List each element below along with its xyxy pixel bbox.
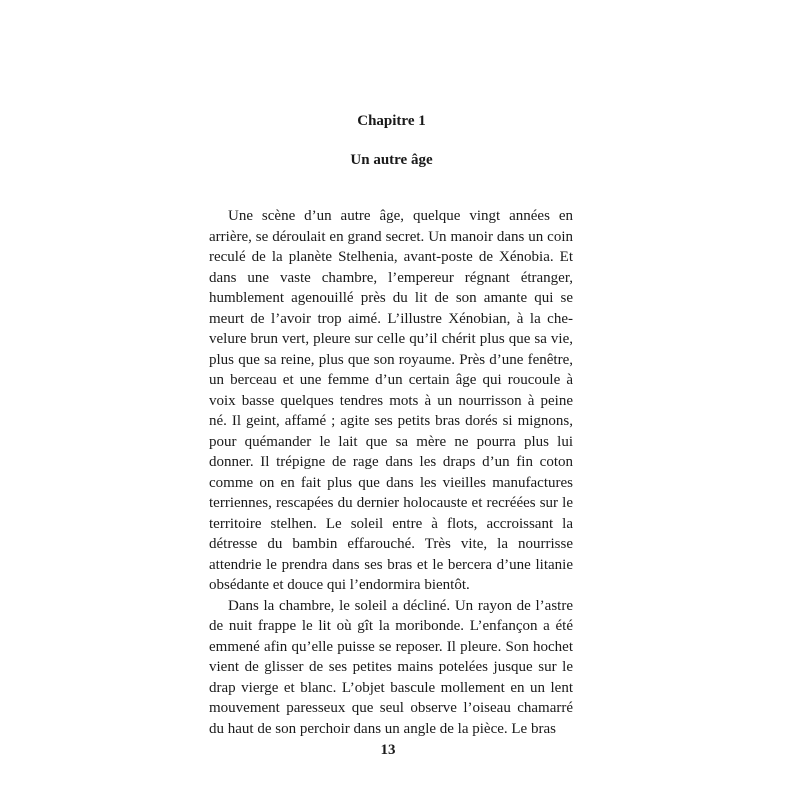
body-text — [209, 206, 573, 739]
paragraph-1: Une scène d’un autre âge, quelque vingt années en arrière, se déroulait en grand secret. Un manoir dans un coin reculé de la planète Stelhenia, avant-poste de Xénobia. Et dans une vaste chambre, l’empereur régnant étranger, humblement agenouillé près du lit de son amante qui se meurt de l’avoir trop aimé. L’illustre Xénobian, à la chevelure brun vert, pleure sur celle qu’il chérit plus que sa vie, plus que sa reine, plus que son royaume. Près d’une fenêtre, un berceau et une femme d’un certain âge qui roucoule à voix basse quelques tendres mots à un nourrisson à peine né. Il geint, affamé ; agite ses petits bras dorés si mignons, pour quémander le lait que sa mère ne pourra plus lui donner. Il trépigne de rage dans les draps d’un fin coton comme on en fait plus que dans les vieilles manufactures terriennes, rescapées du dernier holocauste et recréées sur le territoire stelhen. Le soleil entre à flots, accroissant la détresse du bambin effarouché. Très vite, la nourrisse attendrie le prendra dans ses bras et le bercera d’une litanie obsédante et douce qui l’endormira bientôt. — [209, 208, 573, 593]
paragraph-2: Dans la chambre, le soleil a décliné. Un rayon de l’astre de nuit frappe le lit où gît la moribonde. L’enfançon a été emmené afin qu’elle puisse se reposer. Il pleure. Son hochet vient de glisser de ses petites mains potelées jusque sur le drap vierge et blanc. L’objet bascule mollement en un lent mouvement paresseux que seul observe l’oiseau chamarré du haut de son perchoir dans un angle de la pièce. Le bras — [209, 597, 573, 737]
chapter-title: Chapitre 1 — [357, 113, 426, 129]
page-number: 13 — [380, 742, 396, 758]
chapter-subtitle: Un autre âge — [350, 152, 433, 168]
